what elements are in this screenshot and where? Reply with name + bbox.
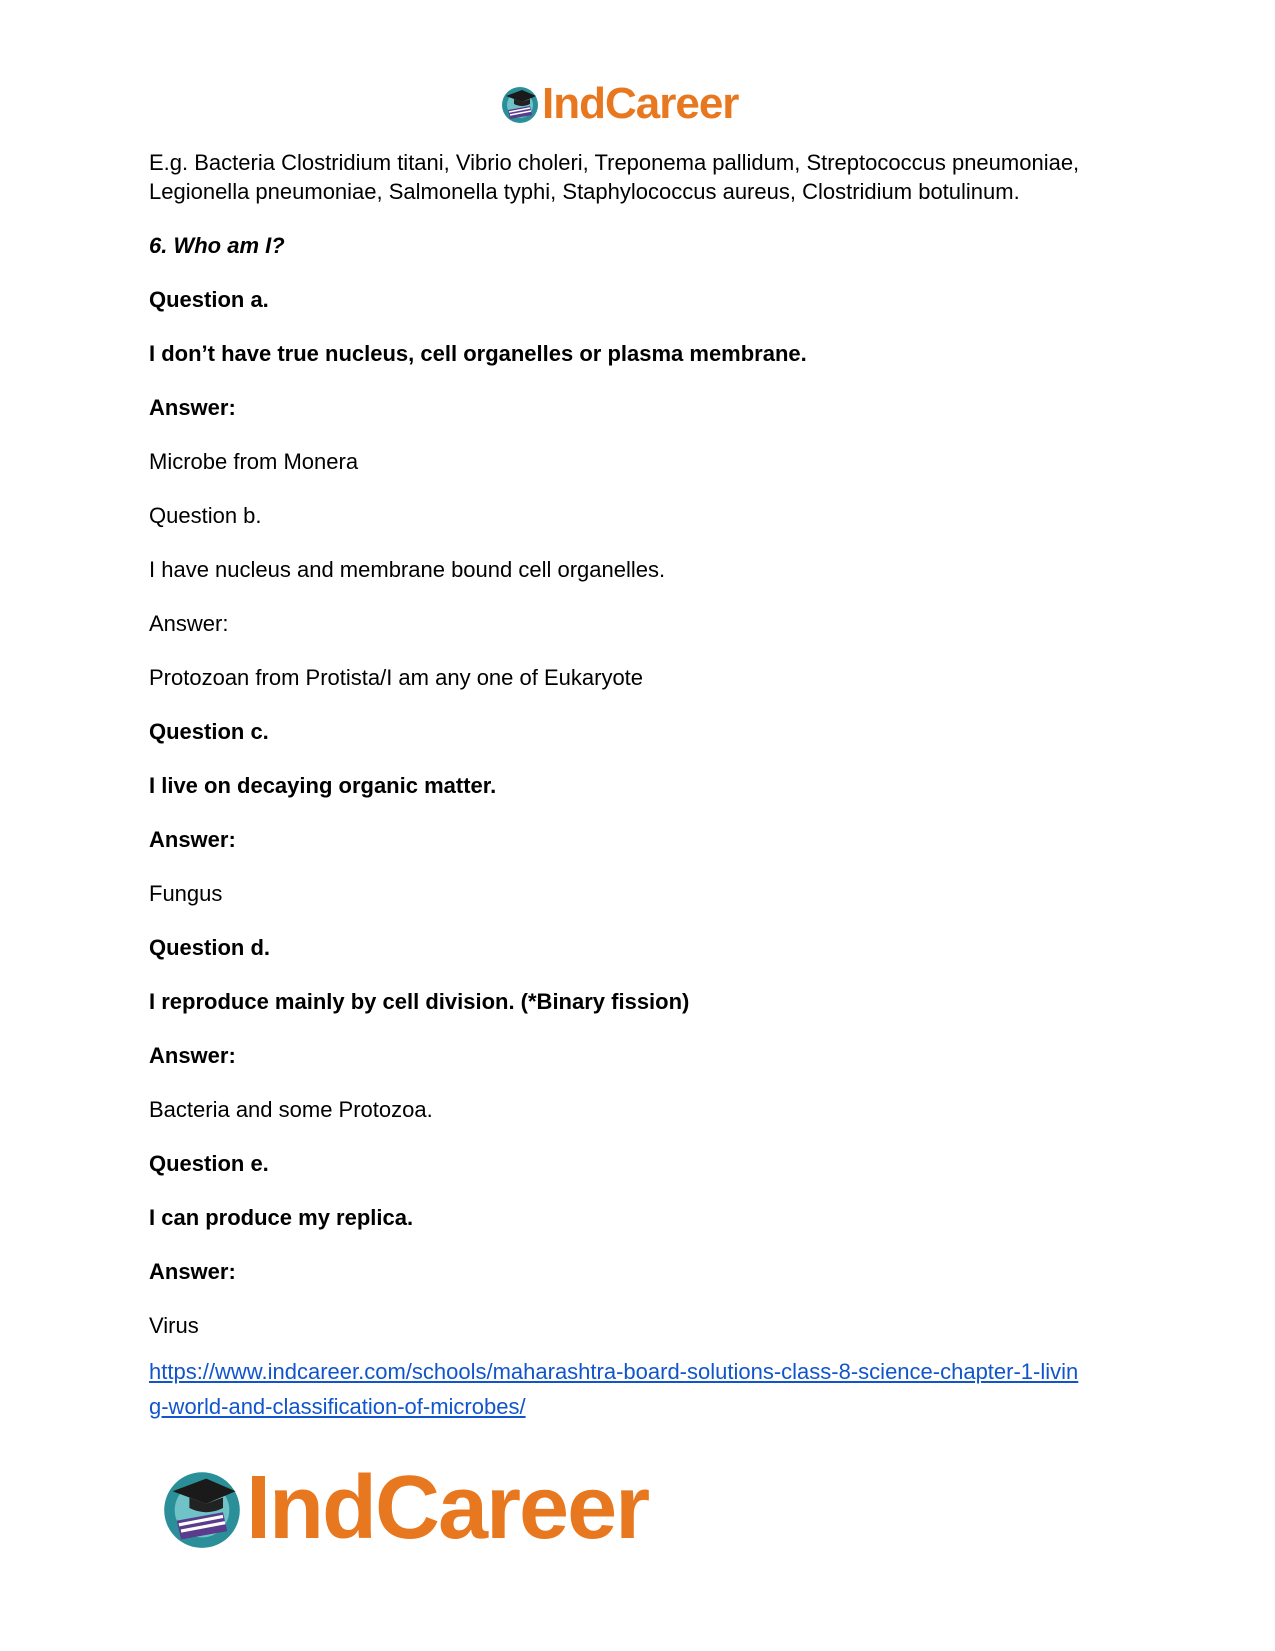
question-text-b: I have nucleus and membrane bound cell organelles. xyxy=(149,557,666,582)
question-label-a: Question a. xyxy=(149,287,269,312)
answer-text-b: Protozoan from Protista/I am any one of Eukaryote xyxy=(149,665,644,690)
answer-text-e: Virus xyxy=(149,1313,199,1338)
intro-line-1: E.g. Bacteria Clostridium titani, Vibrio choleri, Treponema pallidum, Streptococcus pneumoniae, xyxy=(149,150,1080,175)
answer-label-c: Answer: xyxy=(149,827,236,852)
question-label-c: Question c. xyxy=(149,719,269,744)
section-title: 6. Who am I? xyxy=(149,233,285,258)
answer-text-d: Bacteria and some Protozoa. xyxy=(149,1097,433,1122)
question-label-d: Question d. xyxy=(149,935,270,960)
answer-text-c: Fungus xyxy=(149,881,223,906)
intro-line-2: Legionella pneumoniae, Salmonella typhi, Staphylococcus aureus, Clostridium botulinum. xyxy=(149,179,1020,204)
answer-label-d: Answer: xyxy=(149,1043,236,1068)
answer-label-a: Answer: xyxy=(149,395,236,420)
header-logo-text: IndCareer xyxy=(542,79,739,128)
question-label-e: Question e. xyxy=(149,1151,269,1176)
question-text-c: I live on decaying organic matter. xyxy=(149,773,497,798)
header-logo xyxy=(500,79,739,128)
footer-logo xyxy=(160,1458,649,1558)
source-link-line-2[interactable]: g-world-and-classification-of-microbes/ xyxy=(149,1394,526,1419)
answer-text-a: Microbe from Monera xyxy=(149,449,359,474)
question-text-a: I don’t have true nucleus, cell organelles or plasma membrane. xyxy=(149,341,807,366)
source-link-line-1[interactable]: https://www.indcareer.com/schools/maharashtra-board-solutions-class-8-science-chapter-1-livin xyxy=(149,1359,1079,1384)
answer-label-b: Answer: xyxy=(149,611,229,636)
footer-logo-text: IndCareer xyxy=(246,1458,649,1558)
question-text-d: I reproduce mainly by cell division. (*Binary fission) xyxy=(149,989,690,1014)
logo-mark-icon xyxy=(160,1466,244,1550)
question-text-e: I can produce my replica. xyxy=(149,1205,414,1230)
answer-label-e: Answer: xyxy=(149,1259,236,1284)
question-label-b: Question b. xyxy=(149,503,262,528)
logo-mark-icon xyxy=(500,84,540,124)
